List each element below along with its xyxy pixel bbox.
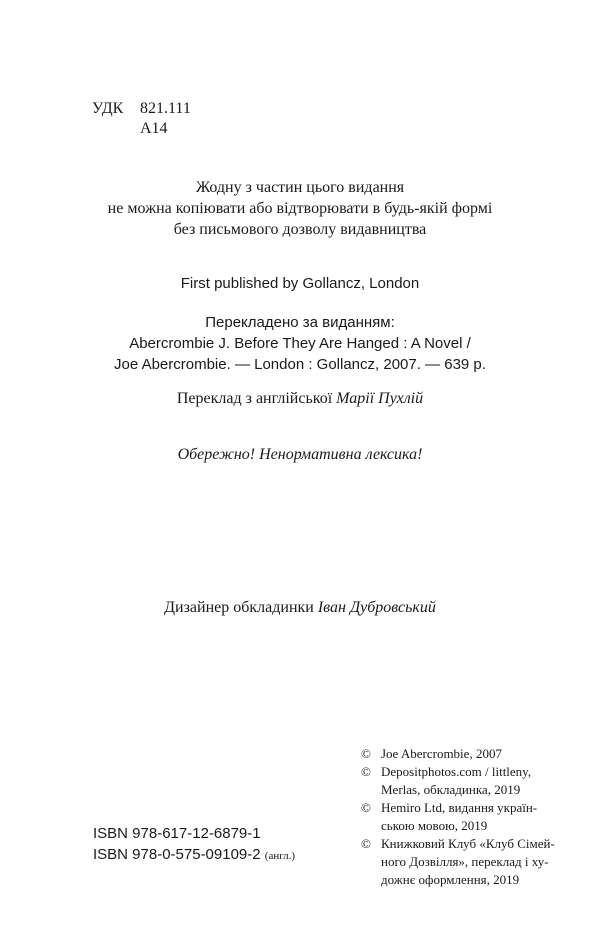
copyright-line: Книжковий Клуб «Клуб Сімей- [381, 836, 555, 851]
notice-line-2: не можна копіювати або відтворювати в будь-якій формі [107, 200, 493, 217]
copyright-line: ською мовою, 2019 [381, 818, 488, 833]
warning-text: Обережно! Ненормативна лексика! [177, 446, 423, 463]
copyright-entry [361, 763, 555, 781]
copyright-line: Hemiro Ltd, видання україн- [381, 800, 538, 815]
isbn-block [93, 823, 295, 867]
copyright-entry [361, 799, 555, 817]
copyright-line: Depositphotos.com / littleny, [381, 764, 532, 779]
isbn-english-number: ISBN 978-0-575-09109-2 [93, 846, 261, 863]
notice-line-1: Жодну з частин цього видання [195, 179, 405, 196]
copyright-icon: © [361, 764, 371, 779]
cover-designer [0, 597, 600, 618]
copyright-icon: © [361, 800, 371, 815]
copy-restriction-notice [0, 177, 600, 240]
copyright-entry [361, 835, 555, 853]
translator-name: Марії Пухлій [336, 390, 424, 407]
copyright-line: ного Дозвілля», переклад і ху- [381, 854, 549, 869]
designer-name: Іван Дубровський [317, 599, 436, 616]
udk-code: А14 [140, 120, 168, 137]
copyright-entry [361, 745, 555, 763]
translated-line-2: Joe Abercrombie. — London : Gollancz, 2007. — 639 p. [114, 356, 486, 373]
translator [0, 388, 600, 409]
translated-line-1: Abercrombie J. Before They Are Hanged : A Novel / [129, 335, 471, 352]
isbn-english [93, 844, 295, 867]
translated-from [0, 312, 600, 375]
content-warning [0, 444, 600, 465]
translator-prefix: Переклад з англійської [176, 390, 333, 407]
notice-line-3: без письмового дозволу видавництва [173, 221, 427, 238]
copyright-icon: © [361, 836, 371, 851]
udk-label: УДК [92, 100, 124, 117]
translated-heading: Перекладено за виданням: [205, 314, 395, 331]
copyright-line: дожнє оформлення, 2019 [381, 872, 520, 887]
copyright-list [361, 745, 555, 889]
isbn-english-note: (англ.) [264, 850, 296, 862]
udk-value: 821.111 [140, 100, 191, 117]
designer-prefix: Дизайнер обкладинки [164, 599, 314, 616]
copyright-line: Joe Abercrombie, 2007 [381, 746, 502, 761]
copyright-line: Merlas, обкладинка, 2019 [381, 782, 521, 797]
isbn-ukrainian: ISBN 978-617-12-6879-1 [93, 825, 261, 842]
first-published-line: First published by Gollancz, London [180, 275, 420, 292]
copyright-icon: © [361, 746, 371, 761]
first-published [0, 273, 600, 294]
